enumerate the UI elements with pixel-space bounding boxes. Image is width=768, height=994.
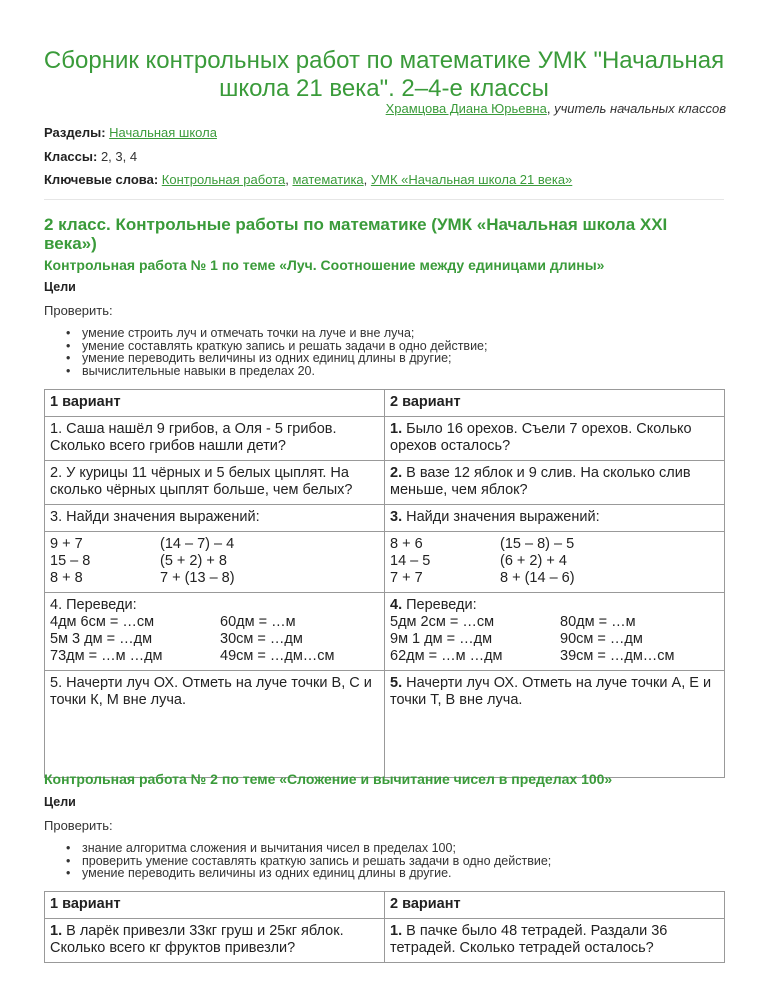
variant1-header: 1 вариант: [45, 390, 385, 417]
sections-label: Разделы:: [44, 125, 106, 140]
variant2-header: 2 вариант: [385, 390, 725, 417]
classes-row: [44, 149, 137, 164]
keyword-link[interactable]: математика: [292, 172, 364, 187]
divider: [44, 199, 724, 200]
v1-task1: 1. Саша нашёл 9 грибов, а Оля - 5 грибов. Сколько всего грибов нашли дети?: [45, 417, 385, 461]
work1-check-label: Проверить:: [44, 303, 113, 318]
work1-goals-label: Цели: [44, 280, 76, 294]
classes-label: Классы:: [44, 149, 98, 164]
classes-value: 2, 3, 4: [100, 149, 138, 164]
v2-task2: 2. В вазе 12 яблок и 9 слив. На сколько слив меньше, чем яблок?: [385, 461, 725, 505]
work1-title: Контрольная работа № 1 по теме «Луч. Соотношение между единицами длины»: [44, 257, 605, 273]
author-role: учитель начальных классов: [554, 101, 726, 116]
v1-task2: 2. У курицы 11 чёрных и 5 белых цыплят. На сколько чёрных цыплят больше, чем белых?: [45, 461, 385, 505]
list-item: • умение переводить величины из одних единиц длины в другие.: [66, 867, 551, 880]
work1-table: [44, 389, 725, 778]
list-item: • умение строить луч и отмечать точки на луче и вне луча;: [66, 327, 487, 340]
list-item: • проверить умение составлять краткую запись и решать задачи в одно действие;: [66, 855, 551, 868]
v1-task5: 5. Начерти луч ОХ. Отметь на луче точки В, С и точки К, М вне луча.: [45, 671, 385, 778]
v2-task5: 5. Начерти луч ОХ. Отметь на луче точки А, Е и точки Т, В вне луча.: [385, 671, 725, 778]
work2-goals-list: [66, 842, 551, 880]
v1-expressions: 9 + 7 15 – 8 8 + 8 (14 – 7) – 4 (5 + 2) + 8 7 + (13 – 8): [45, 532, 385, 593]
v2-task1: 1. В пачке было 48 тетрадей. Раздали 36 тетрадей. Сколько тетрадей осталось?: [385, 919, 725, 963]
list-item: • знание алгоритма сложения и вычитания чисел в пределах 100;: [66, 842, 551, 855]
page-title: Сборник контрольных работ по математике УМК "Начальная школа 21 века". 2–4-е классы: [43, 47, 725, 102]
v2-task4: 4. Переведи: 5дм 2см = …см 9м 1 дм = …дм 62дм = …м …дм 80дм = …м 90см = …дм 39см = …дм…см: [385, 593, 725, 671]
v1-task1: 1. В ларёк привезли 33кг груш и 25кг яблок. Сколько всего кг фруктов привезли?: [45, 919, 385, 963]
author-line: Храмцова Диана Юрьевна, учитель начальных классов: [385, 101, 726, 116]
v1-task4: 4. Переведи: 4дм 6см = …см 5м 3 дм = …дм 73дм = …м …дм 60дм = …м 30см = …дм 49см = …дм…см: [45, 593, 385, 671]
author-link[interactable]: Храмцова Диана Юрьевна: [385, 101, 547, 116]
v1-task3: 3. Найди значения выражений:: [45, 505, 385, 532]
v2-task1: 1. Было 16 орехов. Съели 7 орехов. Сколько орехов осталось?: [385, 417, 725, 461]
list-item: • умение переводить величины из одних единиц длины в другие;: [66, 352, 487, 365]
v2-expressions: 8 + 6 14 – 5 7 + 7 (15 – 8) – 5 (6 + 2) + 4 8 + (14 – 6): [385, 532, 725, 593]
v2-task3: 3. Найди значения выражений:: [385, 505, 725, 532]
keywords-label: Ключевые слова:: [44, 172, 159, 187]
sections-link[interactable]: Начальная школа: [109, 125, 217, 140]
variant2-header: 2 вариант: [385, 892, 725, 919]
work2-goals-label: Цели: [44, 795, 76, 809]
variant1-header: 1 вариант: [45, 892, 385, 919]
work2-table: [44, 891, 725, 963]
keywords-row: Ключевые слова: Контрольная работа, математика, УМК «Начальная школа 21 века»: [44, 172, 573, 187]
work1-goals-list: [66, 327, 487, 377]
work2-title: Контрольная работа № 2 по теме «Сложение и вычитание чисел в пределах 100»: [44, 771, 613, 787]
sections-row: [44, 125, 217, 140]
list-item: • вычислительные навыки в пределах 20.: [66, 365, 487, 378]
keyword-link[interactable]: Контрольная работа: [161, 172, 286, 187]
keyword-link[interactable]: УМК «Начальная школа 21 века»: [370, 172, 573, 187]
section-heading: 2 класс. Контрольные работы по математике (УМК «Начальная школа XXI века»): [44, 215, 668, 253]
list-item: • умение составлять краткую запись и решать задачи в одно действие;: [66, 340, 487, 353]
work2-check-label: Проверить:: [44, 818, 113, 833]
